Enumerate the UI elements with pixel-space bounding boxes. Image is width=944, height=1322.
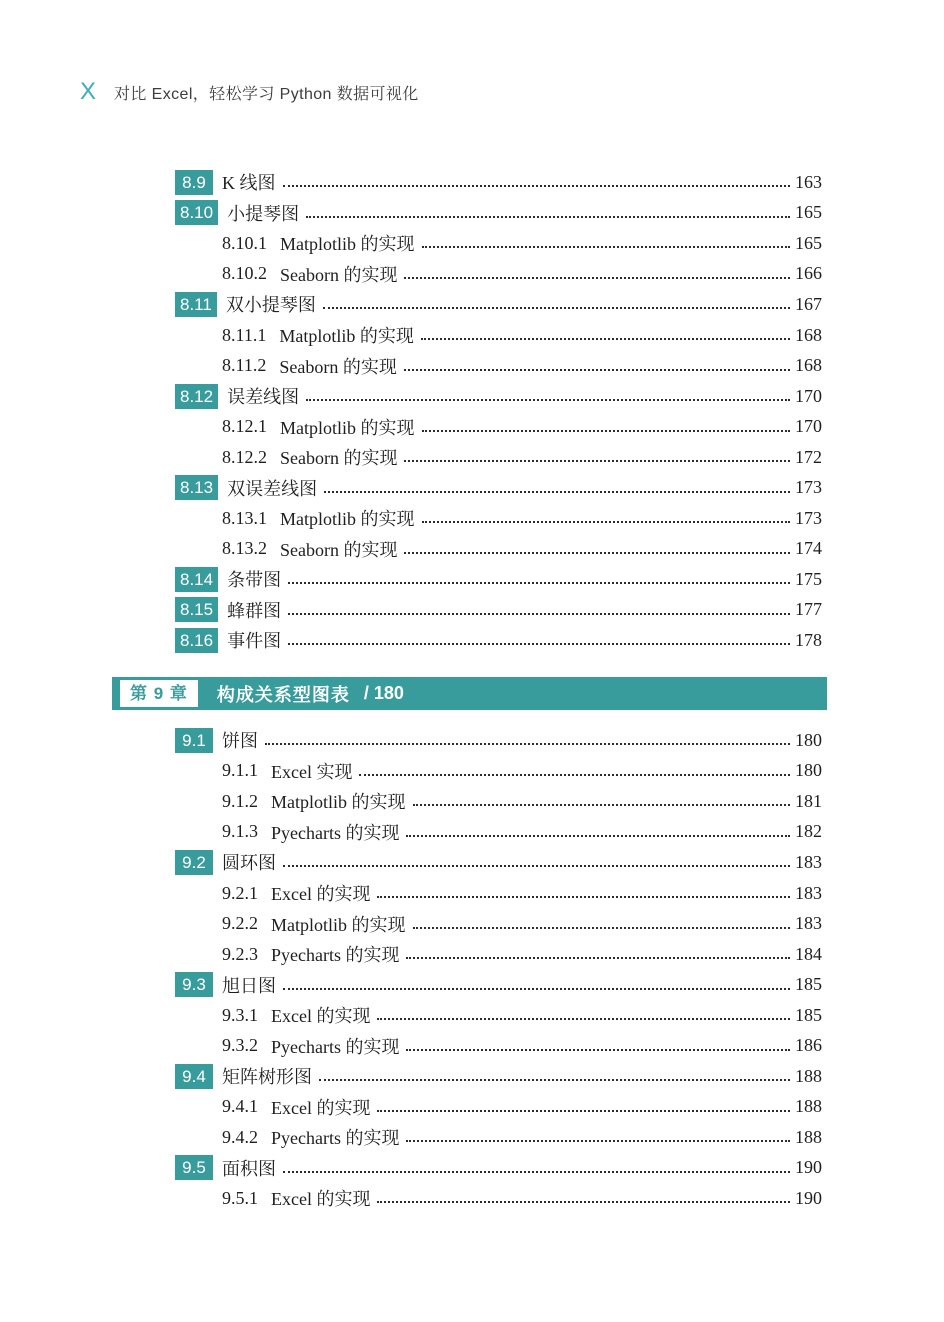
dot-leader (377, 896, 790, 898)
toc-page-number: 168 (795, 355, 822, 376)
dot-leader (283, 988, 790, 990)
toc-entry-title: 小提琴图 (227, 203, 300, 224)
subsection-number: 9.2.2 (222, 913, 258, 934)
dot-leader (359, 774, 790, 776)
dot-leader (406, 957, 790, 959)
toc-entry-title: Seaborn 的实现 (280, 448, 398, 469)
toc-entry[interactable] (175, 503, 822, 534)
toc-entry[interactable] (175, 1122, 822, 1153)
subsection-number: 9.4.1 (222, 1096, 258, 1117)
toc-page-number: 166 (795, 263, 822, 284)
toc-page-number: 163 (795, 171, 822, 192)
subsection-number: 8.10.1 (222, 232, 267, 253)
toc-entry-title: 事件图 (227, 631, 282, 652)
book-title: 对比 Excel，轻松学习 Python 数据可视化 (114, 85, 419, 103)
toc-page-number: 186 (795, 1035, 822, 1056)
chapter-number-box: 第 9 章 (120, 680, 198, 707)
section-number-badge: 8.14 (175, 567, 218, 592)
dot-leader (406, 1140, 790, 1142)
toc-page-number: 185 (795, 1004, 822, 1025)
section-number-badge: 9.2 (175, 850, 213, 875)
dot-leader (283, 185, 791, 187)
subsection-number: 9.3.1 (222, 1004, 258, 1025)
subsection-number: 9.1.3 (222, 821, 258, 842)
toc-page-number: 184 (795, 943, 822, 964)
toc-entry[interactable] (175, 411, 822, 442)
chapter-page-number: / 180 (363, 683, 404, 703)
dot-leader (404, 277, 790, 279)
toc-entry[interactable] (175, 847, 822, 878)
toc-page-number: 165 (795, 232, 822, 253)
toc-page-number: 177 (795, 599, 822, 620)
dot-leader (406, 835, 790, 837)
toc-entry-title: 双误差线图 (227, 478, 318, 499)
dot-leader (283, 865, 790, 867)
toc-entry-title: Pyecharts 的实现 (271, 1036, 400, 1057)
toc-page-number: 170 (795, 416, 822, 437)
toc-entry[interactable] (175, 1000, 822, 1031)
toc-entry-title: 矩阵树形图 (222, 1067, 312, 1088)
toc-page-number: 173 (795, 507, 822, 528)
dot-leader (422, 430, 791, 432)
dot-leader (413, 804, 791, 806)
dot-leader (377, 1201, 790, 1203)
toc-page-number: 180 (795, 760, 822, 781)
toc-entry[interactable] (175, 228, 822, 259)
dot-leader (265, 743, 790, 745)
subsection-number: 9.1.2 (222, 790, 258, 811)
toc-entry[interactable] (175, 1030, 822, 1061)
toc-entry[interactable] (175, 167, 822, 198)
subsection-number: 8.12.2 (222, 446, 267, 467)
toc-entry-title: Matplotlib 的实现 (271, 792, 406, 813)
dot-leader (306, 399, 790, 401)
subsection-number: 8.12.1 (222, 416, 267, 437)
dot-leader (323, 307, 790, 309)
toc-entry[interactable] (175, 908, 822, 939)
toc-page-number: 188 (795, 1126, 822, 1147)
toc-entry[interactable] (175, 756, 822, 787)
toc-entry[interactable] (175, 725, 822, 756)
toc-page-number: 170 (795, 385, 822, 406)
toc-entry-title: Matplotlib 的实现 (280, 417, 415, 438)
toc-page-number: 190 (795, 1157, 822, 1178)
toc-page-number: 188 (795, 1065, 822, 1086)
toc-entry[interactable] (175, 350, 822, 381)
toc-entry-title: Seaborn 的实现 (280, 539, 398, 560)
toc-page-number: 182 (795, 821, 822, 842)
toc-entry[interactable] (175, 289, 822, 320)
toc-page-number: 174 (795, 538, 822, 559)
section-number-badge: 8.10 (175, 200, 218, 225)
toc-entry-title: Excel 的实现 (271, 1006, 371, 1027)
dot-leader (319, 1079, 790, 1081)
toc-page-number: 175 (795, 568, 822, 589)
subsection-number: 9.1.1 (222, 760, 258, 781)
toc-entry-title: Matplotlib 的实现 (279, 326, 414, 346)
toc-entry-title: Excel 的实现 (271, 1097, 371, 1118)
section-number-badge: 8.15 (175, 597, 218, 622)
toc-entry-title: Matplotlib 的实现 (280, 509, 415, 530)
toc-entry-title: Pyecharts 的实现 (271, 1128, 400, 1149)
dot-leader (324, 491, 790, 493)
dot-leader (404, 552, 790, 554)
section-number-badge: 8.16 (175, 628, 218, 653)
toc-entry[interactable] (175, 939, 822, 970)
toc-entry[interactable] (175, 442, 822, 473)
dot-leader (283, 1171, 790, 1173)
section-number-badge: 8.12 (175, 384, 218, 409)
toc-entry-title: 圆环图 (222, 853, 276, 874)
toc-entry[interactable] (175, 320, 822, 351)
toc-entry[interactable] (175, 817, 822, 848)
toc-entry[interactable] (175, 1061, 822, 1092)
toc-entry[interactable] (175, 381, 822, 412)
dot-leader (288, 613, 790, 615)
toc-entry-title: 条带图 (227, 570, 282, 591)
section-number-badge: 8.11 (175, 292, 217, 317)
toc-section-chapter9 (175, 725, 822, 1214)
dot-leader (422, 521, 791, 523)
chapter-title: 构成关系型图表 (216, 684, 350, 705)
dot-leader (377, 1110, 790, 1112)
toc-entry-title: 旭日图 (222, 975, 276, 996)
toc-entry[interactable] (175, 625, 822, 656)
page-header (80, 80, 419, 104)
section-number-badge: 9.5 (175, 1155, 213, 1180)
toc-entry-title: 双小提琴图 (225, 295, 316, 316)
toc-entry-title: Pyecharts 的实现 (271, 945, 400, 966)
section-number-badge: 8.9 (175, 170, 213, 195)
toc-page-number: 183 (795, 851, 822, 872)
toc-entry[interactable] (175, 564, 822, 595)
subsection-number: 9.2.3 (222, 943, 258, 964)
toc-entry-title: Excel 的实现 (271, 884, 371, 904)
toc-entry[interactable] (175, 1153, 822, 1184)
toc-entry-title: 误差线图 (227, 387, 300, 408)
toc-page-number: 168 (795, 324, 822, 345)
dot-leader (377, 1018, 790, 1020)
toc-entry-title: Pyecharts 的实现 (271, 822, 400, 843)
toc-page-number: 181 (795, 790, 822, 811)
page-number-roman: X (80, 78, 97, 105)
toc-entry[interactable] (175, 259, 822, 290)
toc-entry[interactable] (175, 969, 822, 1000)
toc-page-number: 178 (795, 629, 822, 650)
toc-page-number: 165 (795, 202, 822, 223)
dot-leader (413, 927, 791, 929)
section-number-badge: 9.3 (175, 972, 213, 997)
subsection-number: 9.4.2 (222, 1126, 258, 1147)
toc-entry-title: Excel 实现 (271, 761, 353, 782)
toc-entry-title: Seaborn 的实现 (279, 356, 397, 377)
dot-leader (404, 369, 790, 371)
toc-entry-title: Matplotlib 的实现 (271, 914, 406, 935)
toc-page-number: 188 (795, 1096, 822, 1117)
toc-section-chapter8 (175, 167, 822, 656)
chapter-heading[interactable] (112, 677, 827, 710)
dot-leader (288, 643, 790, 645)
toc-entry-title: 蜂群图 (227, 600, 282, 621)
subsection-number: 9.2.1 (222, 882, 258, 903)
toc-page-number: 185 (795, 974, 822, 995)
toc-entry[interactable] (175, 472, 822, 503)
toc-entry[interactable] (175, 878, 822, 909)
subsection-number: 8.13.2 (222, 538, 267, 559)
dot-leader (421, 338, 790, 340)
toc-entry-title: Excel 的实现 (271, 1189, 371, 1210)
toc-page-number: 183 (795, 913, 822, 934)
toc-page-number: 190 (795, 1187, 822, 1208)
toc-entry-title: K 线图 (222, 173, 276, 194)
subsection-number: 8.11.1 (222, 324, 267, 345)
toc-entry-title: 饼图 (222, 731, 258, 752)
toc-entry[interactable] (175, 1092, 822, 1123)
section-number-badge: 9.4 (175, 1064, 213, 1089)
subsection-number: 8.13.1 (222, 507, 267, 528)
toc-page-number: 167 (795, 293, 822, 314)
toc-entry[interactable] (175, 786, 822, 817)
subsection-number: 9.5.1 (222, 1187, 258, 1208)
toc-entry[interactable] (175, 534, 822, 565)
toc-entry[interactable] (175, 1183, 822, 1214)
toc-page-number: 173 (795, 477, 822, 498)
toc-entry-title: 面积图 (222, 1158, 276, 1179)
toc-entry[interactable] (175, 198, 822, 229)
dot-leader (406, 1049, 790, 1051)
subsection-number: 8.10.2 (222, 263, 267, 284)
dot-leader (306, 216, 790, 218)
dot-leader (288, 582, 790, 584)
toc-entry-title: Matplotlib 的实现 (280, 234, 415, 255)
toc-entry-title: Seaborn 的实现 (280, 264, 398, 285)
subsection-number: 9.3.2 (222, 1035, 258, 1056)
toc-page-number: 172 (795, 446, 822, 467)
toc-page-number: 180 (795, 729, 822, 750)
subsection-number: 8.11.2 (222, 355, 267, 376)
toc-entry[interactable] (175, 595, 822, 626)
section-number-badge: 9.1 (175, 728, 213, 753)
dot-leader (404, 460, 790, 462)
section-number-badge: 8.13 (175, 475, 218, 500)
toc-page-number: 183 (795, 882, 822, 903)
dot-leader (422, 246, 791, 248)
